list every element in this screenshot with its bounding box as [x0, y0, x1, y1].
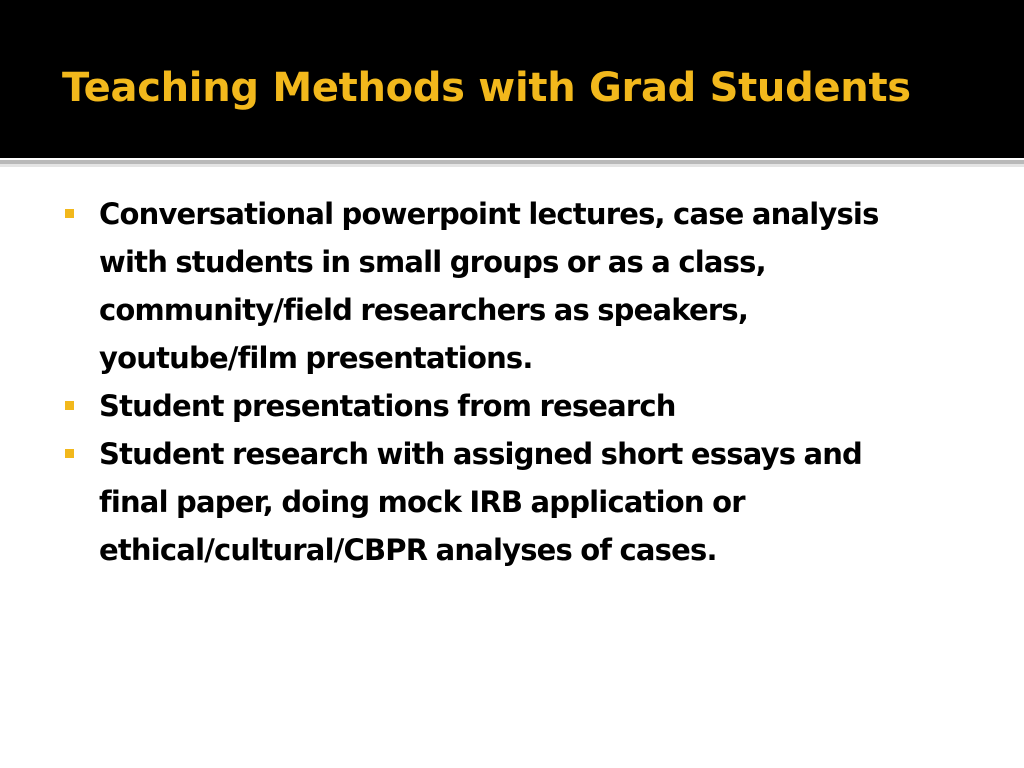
slide-title: Teaching Methods with Grad Students — [62, 65, 911, 111]
title-band — [0, 0, 1024, 158]
square-bullet-icon — [65, 449, 74, 458]
bullet-item — [62, 382, 972, 430]
bullet-line: Conversational powerpoint lectures, case analysis — [99, 197, 879, 231]
bullet-line: community/field researchers as speakers, — [99, 293, 749, 327]
bullet-line: youtube/film presentations. — [99, 341, 533, 375]
bullet-item — [62, 190, 972, 382]
title-divider-shadow — [0, 164, 1024, 167]
bullet-item — [62, 430, 972, 574]
bullet-list — [62, 190, 972, 574]
bullet-line: with students in small groups or as a class, — [99, 245, 766, 279]
bullet-line: ethical/cultural/CBPR analyses of cases. — [99, 533, 717, 567]
bullet-line: final paper, doing mock IRB application or — [99, 485, 745, 519]
bullet-line: Student presentations from research — [99, 389, 676, 423]
square-bullet-icon — [65, 209, 74, 218]
bullet-line: Student research with assigned short essays and — [99, 437, 863, 471]
square-bullet-icon — [65, 401, 74, 410]
